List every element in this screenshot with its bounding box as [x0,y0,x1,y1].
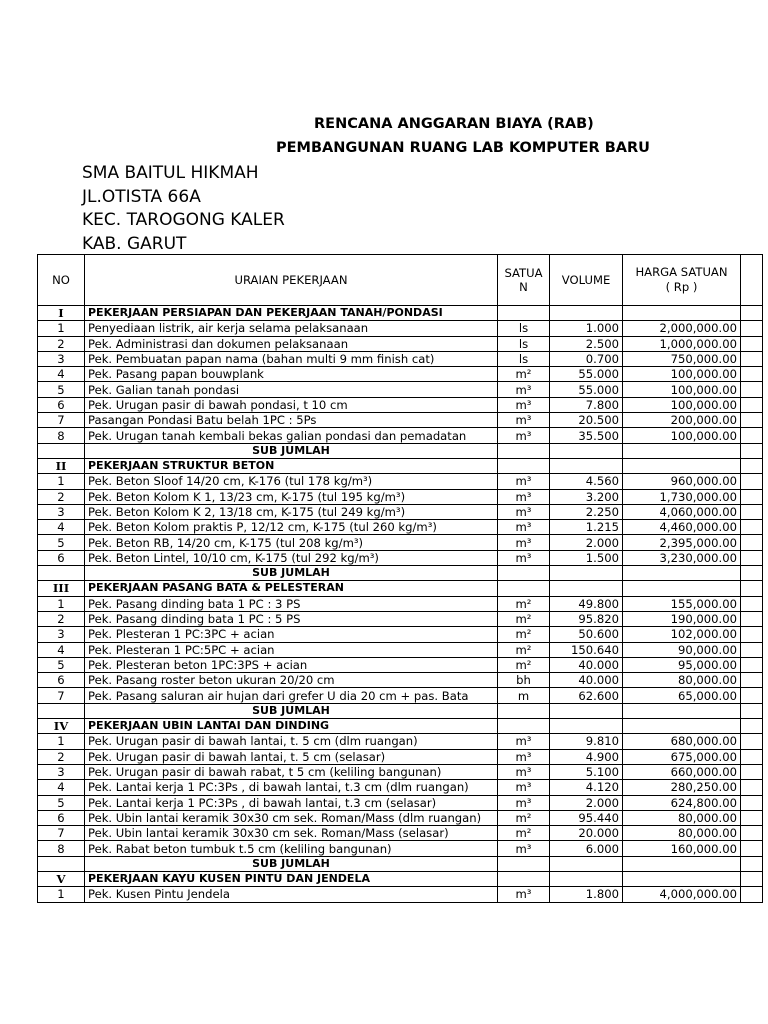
item-volume: 50.600 [550,627,623,642]
item-unit-price: 100,000.00 [623,382,741,397]
item-volume: 1.215 [550,520,623,535]
empty-cell [741,596,763,611]
empty-cell [38,566,85,581]
item-unit-price: 3,230,000.00 [623,550,741,565]
item-number: 4 [38,780,85,795]
school-address: JL.OTISTA 66A [82,186,201,207]
empty-cell [741,810,763,825]
empty-cell [498,871,550,886]
empty-cell [741,703,763,718]
subtotal-row [38,443,763,458]
section-number: II [38,458,85,473]
empty-cell [741,887,763,902]
table-row [38,520,763,535]
item-unit-price: 200,000.00 [623,413,741,428]
table-row [38,749,763,764]
empty-cell [741,535,763,550]
empty-cell [741,826,763,841]
item-unit-price: 280,250.00 [623,780,741,795]
item-description: Pek. Pasang roster beton ukuran 20/20 cm [85,673,498,688]
empty-cell [550,871,623,886]
item-unit: bh [498,673,550,688]
item-description: Pek. Beton Kolom praktis P, 12/12 cm, K-175 (tul 260 kg/m³) [85,520,498,535]
empty-cell [623,703,741,718]
item-volume: 2.000 [550,535,623,550]
section-header-row [38,306,763,321]
item-volume: 55.000 [550,367,623,382]
item-number: 7 [38,413,85,428]
item-unit: m² [498,596,550,611]
empty-cell [741,351,763,366]
item-unit: m² [498,657,550,672]
item-unit-price: 1,730,000.00 [623,489,741,504]
section-title: PEKERJAAN PERSIAPAN DAN PEKERJAAN TANAH/PONDASI [85,306,498,321]
item-number: 5 [38,795,85,810]
item-unit: m³ [498,734,550,749]
empty-cell [623,581,741,596]
item-description: Pek. Beton Kolom K 2, 13/18 cm, K-175 (tul 249 kg/m³) [85,504,498,519]
empty-cell [623,871,741,886]
empty-cell [741,306,763,321]
item-unit: m³ [498,550,550,565]
item-volume: 1.500 [550,550,623,565]
empty-cell [741,382,763,397]
item-number: 5 [38,382,85,397]
empty-cell [741,367,763,382]
item-unit-price: 102,000.00 [623,627,741,642]
empty-cell [741,627,763,642]
empty-cell [498,458,550,473]
empty-cell [623,443,741,458]
table-row [38,841,763,856]
empty-cell [741,688,763,703]
empty-cell [741,856,763,871]
item-volume: 9.810 [550,734,623,749]
table-body [38,306,763,903]
item-unit: m³ [498,749,550,764]
section-number: III [38,581,85,596]
item-volume: 5.100 [550,764,623,779]
item-description: Pek. Plesteran 1 PC:3PC + acian [85,627,498,642]
item-unit: m³ [498,764,550,779]
empty-cell [741,474,763,489]
item-number: 6 [38,550,85,565]
item-description: Pek. Pasang saluran air hujan dari grefer U dia 20 cm + pas. Bata [85,688,498,703]
item-description: Pek. Administrasi dan dokumen pelaksanaan [85,336,498,351]
item-description: Pek. Urugan pasir di bawah lantai, t. 5 cm (dlm ruangan) [85,734,498,749]
item-unit: m² [498,826,550,841]
empty-cell [498,703,550,718]
item-volume: 95.440 [550,810,623,825]
header-uraian: URAIAN PEKERJAAN [85,255,498,306]
item-description: Pek. Plesteran 1 PC:5PC + acian [85,642,498,657]
item-number: 3 [38,504,85,519]
subtotal-label: SUB JUMLAH [85,443,498,458]
item-volume: 6.000 [550,841,623,856]
item-unit-price: 660,000.00 [623,764,741,779]
empty-cell [550,856,623,871]
item-volume: 2.500 [550,336,623,351]
empty-cell [550,458,623,473]
item-number: 1 [38,887,85,902]
table-row [38,826,763,841]
item-number: 6 [38,673,85,688]
item-volume: 2.250 [550,504,623,519]
item-volume: 49.800 [550,596,623,611]
empty-cell [741,397,763,412]
empty-cell [741,413,763,428]
item-unit: m³ [498,413,550,428]
item-volume: 150.640 [550,642,623,657]
empty-cell [550,566,623,581]
section-header-row [38,581,763,596]
subtotal-row [38,703,763,718]
item-unit: ls [498,351,550,366]
table-row [38,321,763,336]
table-row [38,504,763,519]
item-unit-price: 100,000.00 [623,397,741,412]
item-volume: 1.000 [550,321,623,336]
school-regency: KAB. GARUT [82,233,187,254]
table-row [38,382,763,397]
item-volume: 7.800 [550,397,623,412]
header-no: NO [38,255,85,306]
empty-cell [550,703,623,718]
section-header-row [38,871,763,886]
empty-cell [741,642,763,657]
empty-cell [498,443,550,458]
item-unit: m² [498,611,550,626]
item-number: 5 [38,535,85,550]
empty-cell [550,581,623,596]
item-unit: m² [498,627,550,642]
item-description: Pek. Lantai kerja 1 PC:3Ps , di bawah lantai, t.3 cm (dlm ruangan) [85,780,498,795]
item-unit-price: 680,000.00 [623,734,741,749]
empty-cell [741,520,763,535]
table-row [38,550,763,565]
empty-cell [623,719,741,734]
empty-cell [741,581,763,596]
header-harga-satuan: HARGA SATUAN ( Rp ) [623,255,741,306]
empty-cell [498,719,550,734]
item-description: Pasangan Pondasi Batu belah 1PC : 5Ps [85,413,498,428]
item-unit: m³ [498,474,550,489]
item-volume: 35.500 [550,428,623,443]
item-unit-price: 90,000.00 [623,642,741,657]
empty-cell [741,550,763,565]
item-unit: m [498,688,550,703]
empty-cell [38,856,85,871]
section-header-row [38,719,763,734]
empty-cell [741,734,763,749]
table-row [38,673,763,688]
table-row [38,535,763,550]
item-unit-price: 2,395,000.00 [623,535,741,550]
item-number: 4 [38,520,85,535]
empty-cell [38,703,85,718]
item-description: Pek. Urugan pasir di bawah lantai, t. 5 cm (selasar) [85,749,498,764]
section-number: IV [38,719,85,734]
table-row [38,764,763,779]
item-unit-price: 80,000.00 [623,826,741,841]
item-volume: 20.500 [550,413,623,428]
empty-cell [741,321,763,336]
section-number: I [38,306,85,321]
empty-cell [741,871,763,886]
item-description: Pek. Pasang dinding bata 1 PC : 3 PS [85,596,498,611]
document-subtitle: PEMBANGUNAN RUANG LAB KOMPUTER BARU [276,140,650,156]
empty-cell [741,458,763,473]
item-unit-price: 65,000.00 [623,688,741,703]
empty-cell [741,780,763,795]
empty-cell [741,841,763,856]
empty-cell [498,856,550,871]
table-row [38,489,763,504]
item-unit: m³ [498,520,550,535]
header-extra [741,255,763,306]
empty-cell [741,336,763,351]
item-description: Pek. Pembuatan papan nama (bahan multi 9 mm finish cat) [85,351,498,366]
table-row [38,611,763,626]
item-unit-price: 100,000.00 [623,367,741,382]
table-row [38,627,763,642]
item-unit-price: 190,000.00 [623,611,741,626]
empty-cell [498,566,550,581]
empty-cell [550,443,623,458]
item-volume: 40.000 [550,673,623,688]
item-unit-price: 4,460,000.00 [623,520,741,535]
table-row [38,642,763,657]
item-unit-price: 960,000.00 [623,474,741,489]
item-unit: m³ [498,382,550,397]
empty-cell [623,566,741,581]
item-unit: m³ [498,428,550,443]
item-number: 8 [38,428,85,443]
table-row [38,413,763,428]
item-unit-price: 750,000.00 [623,351,741,366]
empty-cell [550,306,623,321]
table-row [38,795,763,810]
school-district: KEC. TAROGONG KALER [82,210,285,230]
empty-cell [741,428,763,443]
item-description: Pek. Plesteran beton 1PC:3PS + acian [85,657,498,672]
empty-cell [741,443,763,458]
subtotal-row [38,566,763,581]
empty-cell [741,749,763,764]
item-number: 3 [38,627,85,642]
table-row [38,428,763,443]
empty-cell [741,504,763,519]
school-name: SMA BAITUL HIKMAH [82,163,259,183]
table-row [38,367,763,382]
item-number: 2 [38,749,85,764]
item-unit: m³ [498,795,550,810]
subtotal-label: SUB JUMLAH [85,566,498,581]
item-number: 6 [38,397,85,412]
item-description: Pek. Urugan tanah kembali bekas galian pondasi dan pemadatan [85,428,498,443]
item-unit: m³ [498,535,550,550]
empty-cell [623,856,741,871]
table-row [38,810,763,825]
section-title: PEKERJAAN UBIN LANTAI DAN DINDING [85,719,498,734]
item-number: 6 [38,810,85,825]
item-number: 8 [38,841,85,856]
item-number: 2 [38,611,85,626]
item-volume: 40.000 [550,657,623,672]
empty-cell [741,566,763,581]
item-unit: m² [498,642,550,657]
empty-cell [741,673,763,688]
item-description: Pek. Ubin lantai keramik 30x30 cm sek. Roman/Mass (selasar) [85,826,498,841]
item-unit-price: 100,000.00 [623,428,741,443]
item-number: 1 [38,474,85,489]
item-unit: ls [498,336,550,351]
item-number: 7 [38,826,85,841]
table-row [38,734,763,749]
item-unit-price: 1,000,000.00 [623,336,741,351]
section-number: V [38,871,85,886]
table-header-row [38,255,763,306]
item-volume: 20.000 [550,826,623,841]
section-title: PEKERJAAN KAYU KUSEN PINTU DAN JENDELA [85,871,498,886]
table-row [38,474,763,489]
subtotal-row [38,856,763,871]
item-volume: 1.800 [550,887,623,902]
empty-cell [741,657,763,672]
item-number: 2 [38,489,85,504]
item-unit: m² [498,367,550,382]
section-title: PEKERJAAN PASANG BATA & PELESTERAN [85,581,498,596]
item-volume: 4.120 [550,780,623,795]
item-volume: 2.000 [550,795,623,810]
rab-table [37,254,763,903]
item-unit-price: 624,800.00 [623,795,741,810]
table-row [38,657,763,672]
empty-cell [550,719,623,734]
item-description: Pek. Beton Sloof 14/20 cm, K-176 (tul 178 kg/m³) [85,474,498,489]
table-row [38,336,763,351]
item-volume: 0.700 [550,351,623,366]
item-description: Pek. Beton Kolom K 1, 13/23 cm, K-175 (tul 195 kg/m³) [85,489,498,504]
school-info [82,162,285,256]
empty-cell [498,306,550,321]
item-unit: m² [498,810,550,825]
item-unit-price: 160,000.00 [623,841,741,856]
item-unit-price: 675,000.00 [623,749,741,764]
item-description: Pek. Beton Lintel, 10/10 cm, K-175 (tul 292 kg/m³) [85,550,498,565]
item-description: Penyediaan listrik, air kerja selama pelaksanaan [85,321,498,336]
item-unit: ls [498,321,550,336]
item-volume: 3.200 [550,489,623,504]
table-row [38,688,763,703]
item-volume: 55.000 [550,382,623,397]
header-satuan: SATUAN [498,255,550,306]
table-row [38,887,763,902]
item-description: Pek. Rabat beton tumbuk t.5 cm (keliling bangunan) [85,841,498,856]
empty-cell [498,581,550,596]
item-unit-price: 2,000,000.00 [623,321,741,336]
item-unit: m³ [498,489,550,504]
empty-cell [741,764,763,779]
item-number: 3 [38,764,85,779]
item-number: 7 [38,688,85,703]
item-unit-price: 95,000.00 [623,657,741,672]
empty-cell [623,306,741,321]
item-volume: 95.820 [550,611,623,626]
item-number: 3 [38,351,85,366]
document-title: RENCANA ANGGARAN BIAYA (RAB) [314,116,594,132]
item-unit-price: 4,000,000.00 [623,887,741,902]
item-description: Pek. Beton RB, 14/20 cm, K-175 (tul 208 kg/m³) [85,535,498,550]
item-unit-price: 155,000.00 [623,596,741,611]
item-number: 1 [38,596,85,611]
item-unit: m³ [498,841,550,856]
section-title: PEKERJAAN STRUKTUR BETON [85,458,498,473]
item-volume: 4.560 [550,474,623,489]
item-volume: 62.600 [550,688,623,703]
item-unit-price: 80,000.00 [623,673,741,688]
item-description: Pek. Kusen Pintu Jendela [85,887,498,902]
empty-cell [623,458,741,473]
item-number: 4 [38,367,85,382]
item-number: 2 [38,336,85,351]
item-description: Pek. Pasang dinding bata 1 PC : 5 PS [85,611,498,626]
item-unit-price: 4,060,000.00 [623,504,741,519]
item-volume: 4.900 [550,749,623,764]
item-unit: m³ [498,887,550,902]
item-number: 5 [38,657,85,672]
section-header-row [38,458,763,473]
item-description: Pek. Pasang papan bouwplank [85,367,498,382]
item-description: Pek. Ubin lantai keramik 30x30 cm sek. Roman/Mass (dlm ruangan) [85,810,498,825]
table-row [38,780,763,795]
subtotal-label: SUB JUMLAH [85,703,498,718]
item-description: Pek. Lantai kerja 1 PC:3Ps , di bawah lantai, t.3 cm (selasar) [85,795,498,810]
item-unit: m³ [498,397,550,412]
table-row [38,351,763,366]
item-description: Pek. Urugan pasir di bawah pondasi, t 10 cm [85,397,498,412]
empty-cell [741,795,763,810]
empty-cell [741,489,763,504]
empty-cell [741,611,763,626]
item-number: 1 [38,734,85,749]
empty-cell [38,443,85,458]
table-row [38,596,763,611]
item-description: Pek. Urugan pasir di bawah rabat, t 5 cm (keliling bangunan) [85,764,498,779]
item-number: 4 [38,642,85,657]
item-unit-price: 80,000.00 [623,810,741,825]
table-row [38,397,763,412]
header-volume: VOLUME [550,255,623,306]
item-number: 1 [38,321,85,336]
item-unit: m³ [498,780,550,795]
item-description: Pek. Galian tanah pondasi [85,382,498,397]
empty-cell [741,719,763,734]
subtotal-label: SUB JUMLAH [85,856,498,871]
item-unit: m³ [498,504,550,519]
